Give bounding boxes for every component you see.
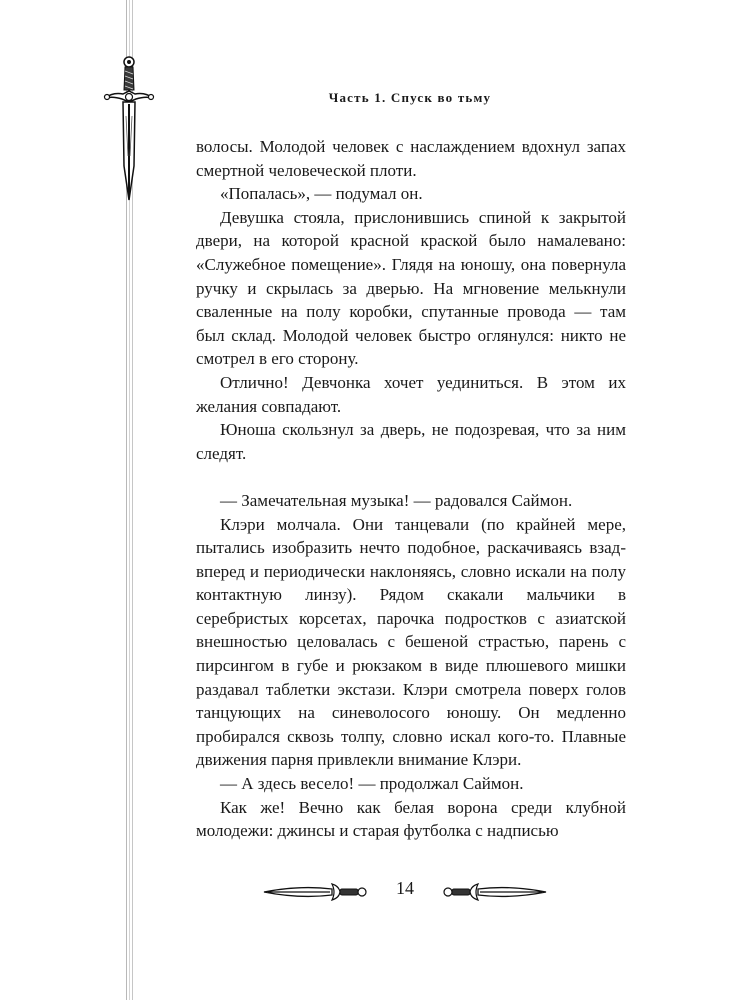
running-head: Часть 1. Спуск во тьму xyxy=(328,90,492,105)
paragraph: волосы. Молодой человек с наслаждением вдохнул запах смертной человеческой плоти. xyxy=(196,137,626,180)
dagger-left-icon xyxy=(260,882,370,902)
paragraph: — Замечательная музыка! — радовался Саймон. xyxy=(220,490,573,510)
page-number: 14 xyxy=(396,878,414,898)
paragraph: «Попалась», — подумал он. xyxy=(220,184,423,204)
paragraph: Девушка стояла, прислонившись спиной к закрытой двери, на которой красной краской было намалевано: «Служебное помещение». Глядя на юношу, она повернула ручку и скрылась за дверью. На мгновение мелькнули сваленные на полу коробки, спутанные провода — там был склад. Молодой человек быстро оглянулся: никто не смотрел в его сторону. xyxy=(196,207,626,369)
dagger-right-icon xyxy=(440,882,550,902)
body-text xyxy=(196,135,626,843)
paragraph: Клэри молчала. Они танцевали (по крайней мере, пытались изобразить нечто подобное, раскачиваясь взад-вперед и периодически наклоняясь, словно искали на полу контактную линзу). Рядом скакали мальчики в серебристых корсетах, парочка подростков с азиатской внешностью целовалась с бешеной страстью, парень с пирсингом в губе и рюкзаком в виде плюшевого мишки раздавал таблетки экстази. Клэри смотрела поверх голов танцующих на синеволосого юношу. Он медленно пробирался сквозь толпу, словно искал кого-то. Плавные движения парня привлекли внимание Клэри. xyxy=(196,514,626,770)
paragraph: Юноша скользнул за дверь, не подозревая, что за ним следят. xyxy=(196,420,626,463)
paragraph: Отлично! Девчонка хочет уединиться. В этом их желания совпадают. xyxy=(196,372,626,416)
paragraph: Как же! Вечно как белая ворона среди клубной молодежи: джинсы и старая футболка с надписью xyxy=(196,797,626,841)
dagger-icon xyxy=(103,56,155,202)
page-footer xyxy=(260,876,550,906)
paragraph: — А здесь весело! — продолжал Саймон. xyxy=(220,774,524,794)
